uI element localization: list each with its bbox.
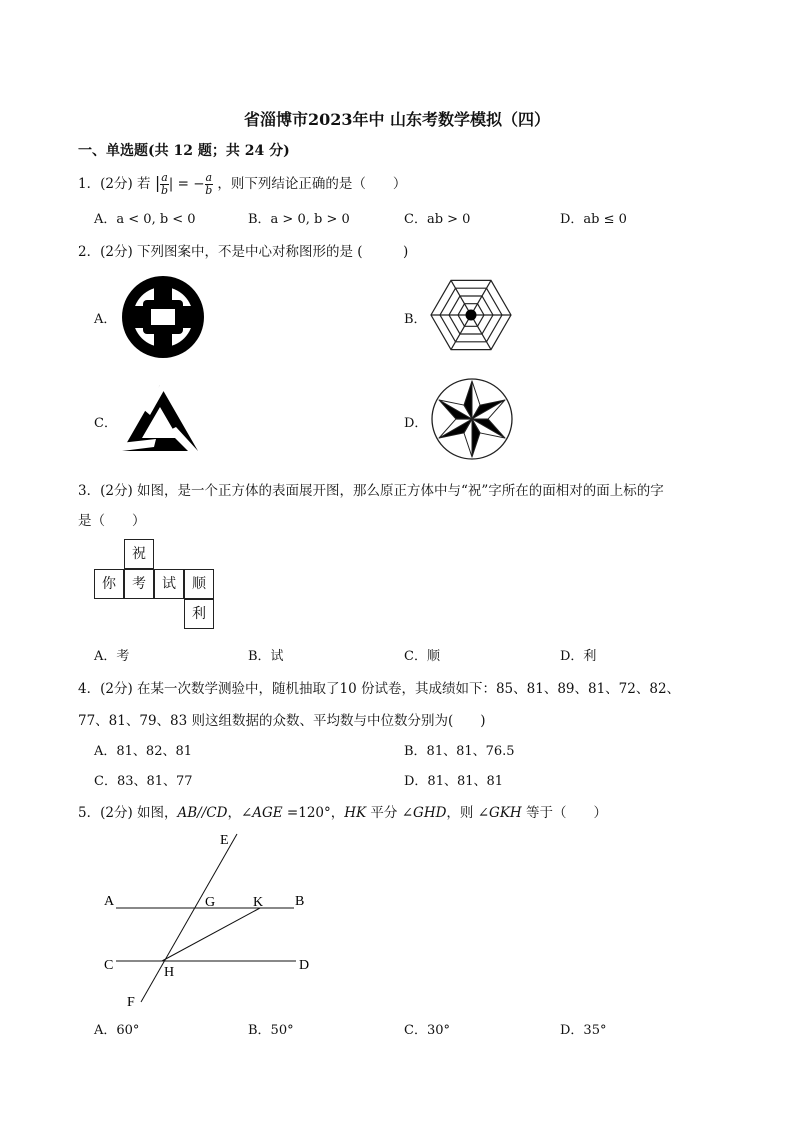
recycle-triangle-icon <box>120 383 200 455</box>
point-f: F <box>127 995 135 1010</box>
net-cell-shi: 试 <box>154 569 184 599</box>
net-cell-zhu: 祝 <box>124 539 154 569</box>
question-2: 2．(2分) 下列图案中，不是中心对称图形的是 ( ) <box>78 244 409 260</box>
net-cell-kao: 考 <box>124 569 154 599</box>
q1-post: ，则下列结论正确的是（ ） <box>217 176 407 192</box>
q1-option-b: B．a > 0, b > 0 <box>248 212 350 227</box>
q2-label-d: D． <box>404 416 428 431</box>
point-g: G <box>205 895 216 910</box>
q1-fraction-right: $\frac{a}{b}$ <box>205 171 213 197</box>
point-k: K <box>253 895 264 910</box>
net-cell-ni: 你 <box>94 569 124 599</box>
q4-option-c: C．83、81、77 <box>94 774 193 789</box>
net-cell-li: 利 <box>184 599 214 629</box>
q4-option-a: A．81、82、81 <box>94 744 193 759</box>
coin-symbol-icon <box>120 274 206 360</box>
point-c: C <box>104 958 114 973</box>
point-a: A <box>104 894 115 909</box>
q5-sep: ， <box>227 805 241 821</box>
point-e: E <box>220 833 229 848</box>
q4-option-d: D．81、81、81 <box>404 774 504 789</box>
q3-option-c: C．顺 <box>404 649 440 664</box>
parallel-lines-figure <box>96 826 326 1010</box>
q5-ab-cd: AB//CD <box>177 805 228 821</box>
q5-tail: 等于（ ） <box>521 805 607 821</box>
question-3-line-2: 是（ ） <box>78 513 146 529</box>
q5-option-c: C．30° <box>404 1023 450 1038</box>
q1-pre: 若 <box>137 176 151 192</box>
q5-number: 5．(2分) 如图， <box>78 805 178 821</box>
q5-hk: HK <box>344 805 367 821</box>
net-cell-shun: 顺 <box>184 569 214 599</box>
question-4-line-2: 77、81、79、83 则这组数据的众数、平均数与中位数分别为( ) <box>78 713 486 729</box>
q1-option-a: A．a < 0, b < 0 <box>94 212 196 227</box>
question-3-line-1: 3．(2分) 如图，是一个正方体的表面展开图，那么原正方体中与“祝”字所在的面相对的面上标的字 <box>78 483 664 499</box>
point-h: H <box>164 965 175 980</box>
q5-option-a: A．60° <box>94 1023 140 1038</box>
line-ef <box>141 834 237 1002</box>
q3-option-b: B．试 <box>248 649 284 664</box>
q5-bisect: 平分 <box>366 805 402 821</box>
q1-number: 1．(2分) <box>78 176 133 192</box>
q3-option-a: A．考 <box>94 649 130 664</box>
question-5 <box>78 801 607 821</box>
hexagon-web-icon <box>429 275 513 355</box>
q2-label-b: B． <box>404 312 427 327</box>
question-1: 1．(2分) 若 | $\frac{a}{b}$ | = − $\frac{a}{b}$ ，则下列结论正确的是（ ） <box>78 171 407 197</box>
q5-angle-gkh: ∠GKH <box>477 805 522 821</box>
point-b: B <box>295 894 305 909</box>
question-4-line-1: 4．(2分) 在某一次数学测验中，随机抽取了10 份试卷，其成绩如下：85、81、89、81、72、82、 <box>78 681 681 697</box>
q5-then: ，则 <box>446 805 478 821</box>
q5-option-d: D．35° <box>560 1023 607 1038</box>
star-in-circle-icon <box>430 377 514 461</box>
q2-label-a: A． <box>94 312 117 327</box>
q1-fraction-left: $\frac{a}{b}$ <box>160 171 168 197</box>
page-title: 省淄博市2023年中 山东考数学模拟（四） <box>243 110 551 129</box>
line-hk <box>162 908 260 961</box>
q4-option-b: B．81、81、76.5 <box>404 744 515 759</box>
q1-option-c: C．ab > 0 <box>404 212 471 227</box>
q2-label-c: C． <box>94 416 117 431</box>
q5-option-b: B．50° <box>248 1023 294 1038</box>
q5-value: =120°， <box>282 805 345 821</box>
q5-angle-age: ∠AGE <box>240 805 283 821</box>
section-heading: 一、单选题(共 12 题；共 24 分) <box>78 143 290 159</box>
q3-option-d: D．利 <box>560 649 597 664</box>
q1-option-d: D．ab ≤ 0 <box>560 212 627 227</box>
q5-angle-ghd: ∠GHD <box>401 805 447 821</box>
point-d: D <box>299 958 310 973</box>
q1-eq: | = − <box>168 176 205 192</box>
